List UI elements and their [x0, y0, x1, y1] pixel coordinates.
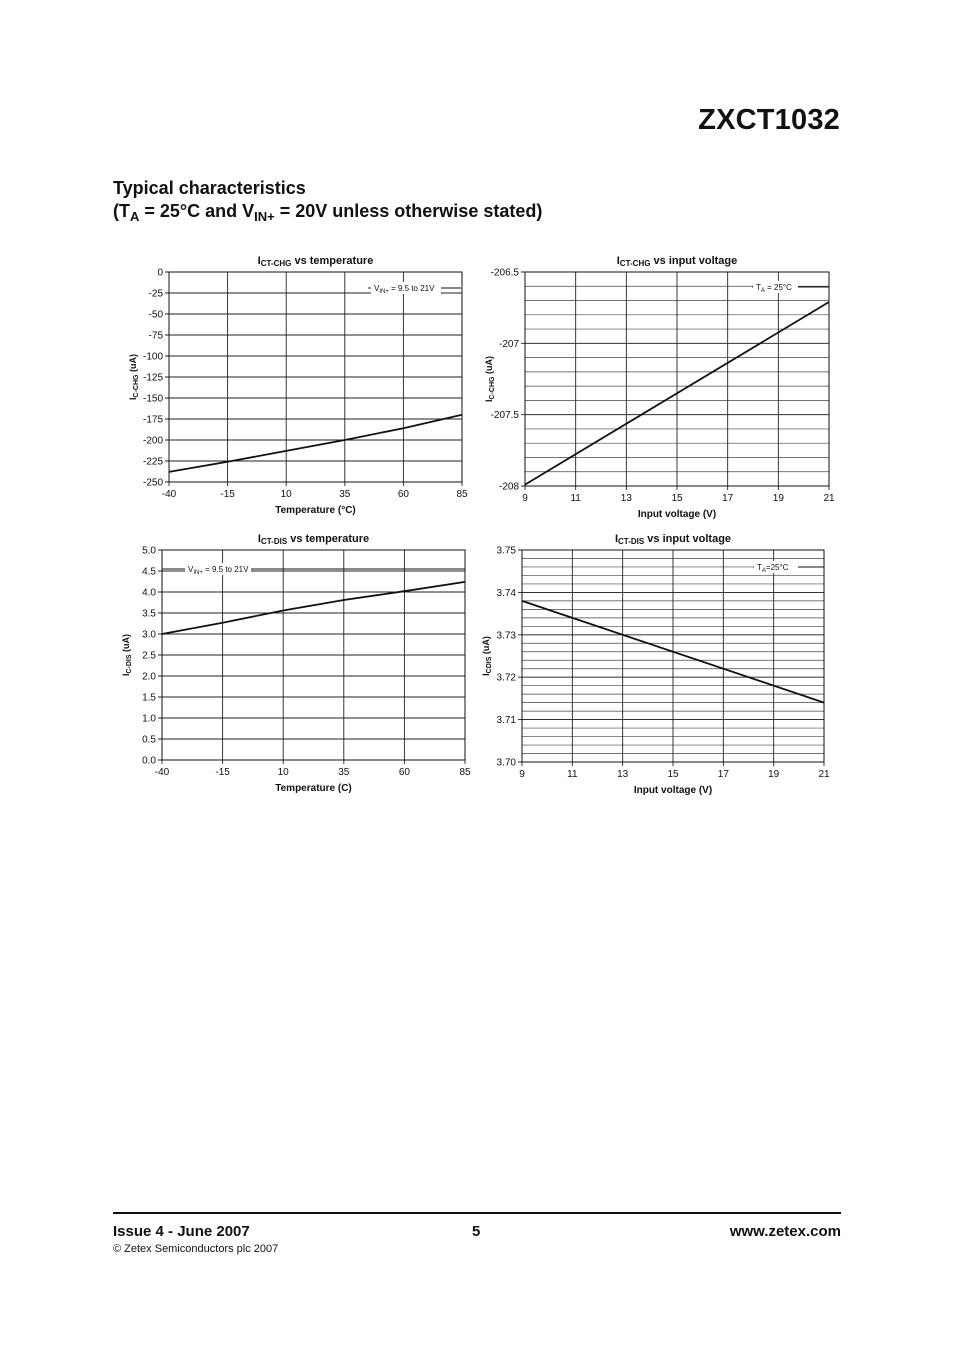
annotation-label-rest: = 9.5 to 21V — [388, 284, 435, 293]
y-tick-label: -250 — [142, 477, 163, 489]
heading-part-c: = 20V unless otherwise stated) — [274, 201, 543, 221]
footer-website: www.zetex.com — [729, 1223, 841, 1240]
y-axis-label-rest: (uA) — [484, 356, 494, 377]
y-tick-label: 4.5 — [142, 566, 156, 578]
y-tick-label: 0.0 — [142, 755, 156, 767]
x-tick-label: 19 — [772, 493, 784, 504]
y-tick-label: -175 — [142, 414, 163, 426]
y-tick-label: -207.5 — [490, 410, 519, 422]
y-axis-label-main: I — [484, 399, 494, 402]
y-axis-label-sub: C-DIS — [126, 654, 133, 674]
annotation-label-main: T — [757, 563, 762, 572]
chart-title-sub: CT-CHG — [619, 259, 651, 268]
y-tick-label: 0 — [157, 267, 163, 279]
x-tick-label: -15 — [220, 489, 235, 500]
y-tick-label: 3.74 — [496, 587, 516, 599]
x-tick-label: 19 — [768, 769, 780, 780]
y-axis-label-sub: C-CHG — [489, 376, 496, 400]
chart-title-sub: CT-DIS — [618, 537, 645, 546]
y-tick-label: -75 — [148, 330, 163, 342]
footer-issue: Issue 4 - June 2007 — [113, 1223, 250, 1240]
x-tick-label: 17 — [717, 769, 729, 780]
x-tick-label: 13 — [617, 769, 629, 780]
x-tick-label: 13 — [620, 493, 632, 504]
heading-line-1: Typical characteristics — [113, 178, 306, 198]
annotation-label-sub: A — [761, 568, 766, 574]
y-tick-label: 3.0 — [142, 629, 156, 641]
x-tick-label: 17 — [722, 493, 734, 504]
chart-title-rest: vs input voltage — [650, 255, 738, 267]
x-tick-label: 11 — [570, 493, 581, 504]
x-tick-label: 85 — [456, 489, 468, 500]
y-tick-label: 3.73 — [496, 630, 516, 642]
chart-title-rest: vs input voltage — [644, 533, 732, 545]
y-tick-label: 3.5 — [142, 608, 156, 620]
y-tick-label: 3.72 — [496, 672, 516, 684]
heading-sub-b: IN+ — [254, 209, 275, 224]
heading-part-b: = 25°C and V — [139, 201, 255, 221]
chart-title-rest: vs temperature — [287, 533, 370, 545]
annotation-label-main: V — [374, 284, 380, 293]
chart-title-main: I — [614, 533, 619, 545]
x-tick-label: -15 — [215, 767, 230, 778]
chart-title-main: I — [257, 533, 261, 545]
chart-title-sub: CT-CHG — [260, 259, 292, 268]
y-tick-label: 3.70 — [496, 757, 516, 769]
chart-title-sub: CT-DIS — [260, 537, 288, 546]
x-tick-label: 60 — [397, 489, 409, 500]
y-tick-label: 4.0 — [142, 587, 156, 599]
y-tick-label: -150 — [142, 393, 163, 405]
y-tick-label: 2.5 — [142, 650, 156, 662]
y-tick-label: 2.0 — [142, 671, 156, 683]
x-tick-label: -40 — [154, 767, 170, 778]
chart-title — [615, 533, 731, 546]
x-tick-label: 21 — [823, 493, 835, 504]
annotation-label-main: T — [756, 283, 761, 292]
x-tick-label: 10 — [277, 767, 289, 778]
y-tick-label: 0.5 — [142, 734, 156, 746]
x-tick-label: 60 — [398, 767, 410, 778]
y-tick-label: 1.0 — [142, 713, 156, 725]
x-axis-label: Temperature (C) — [275, 783, 352, 794]
y-tick-label: -50 — [148, 309, 163, 321]
x-tick-label: 21 — [818, 769, 830, 780]
y-axis-label-main: I — [121, 673, 131, 677]
y-axis-label-rest: (uA) — [481, 636, 491, 657]
y-axis-label-main: I — [481, 673, 491, 676]
y-axis-label-rest: (uA) — [128, 354, 138, 375]
x-axis-label: Temperature (°C) — [275, 505, 356, 516]
x-tick-label: 35 — [339, 489, 351, 500]
y-tick-label: -208 — [498, 481, 519, 493]
y-tick-label: 5.0 — [142, 545, 156, 557]
x-tick-label: -40 — [161, 489, 177, 500]
y-axis-label — [481, 636, 493, 676]
part-number: ZXCT1032 — [698, 104, 840, 136]
x-axis-label: Input voltage (V) — [637, 509, 717, 520]
annotation-label-rest: = 25°C — [764, 283, 792, 292]
heading-sub-a: A — [130, 209, 140, 224]
x-axis-label: Input voltage (V) — [633, 785, 713, 796]
y-tick-label: -206.5 — [490, 267, 519, 279]
y-axis-label-sub: CDIS — [486, 656, 493, 674]
chart-title-rest: vs temperature — [291, 255, 374, 267]
footer-divider — [113, 1212, 841, 1214]
y-tick-label: -200 — [142, 435, 163, 447]
annotation-label-rest: = 9.5 to 21V — [202, 565, 249, 574]
y-axis-label-main: I — [128, 397, 138, 400]
y-tick-label: -125 — [142, 372, 163, 384]
annotation-label-rest: =25°C — [765, 563, 789, 572]
chart-title-main: I — [257, 255, 261, 267]
heading-part-a: (T — [113, 201, 130, 221]
x-tick-label: 15 — [667, 769, 679, 780]
x-tick-label: 15 — [671, 493, 683, 504]
x-tick-label: 9 — [519, 769, 525, 780]
y-tick-label: 3.75 — [496, 545, 516, 557]
y-tick-label: -100 — [142, 351, 163, 363]
annotation-label-sub: IN+ — [379, 289, 389, 295]
x-tick-label: 35 — [338, 767, 350, 778]
x-tick-label: 11 — [567, 769, 578, 780]
annotation-label-main: V — [188, 565, 194, 574]
x-tick-label: 85 — [459, 767, 471, 778]
y-tick-label: -225 — [142, 456, 163, 468]
y-tick-label: 3.71 — [496, 715, 516, 727]
y-axis-label-rest: (uA) — [121, 633, 131, 655]
footer-copyright: © Zetex Semiconductors plc 2007 — [113, 1243, 279, 1255]
y-tick-label: -207 — [498, 338, 519, 350]
annotation-label-sub: IN+ — [193, 570, 203, 576]
annotation-label-sub: A — [760, 288, 765, 294]
footer-page-number: 5 — [472, 1223, 481, 1240]
x-tick-label: 10 — [280, 489, 292, 500]
x-tick-label: 9 — [522, 493, 528, 504]
y-tick-label: -25 — [148, 288, 163, 300]
y-axis-label-sub: C-CHG — [133, 374, 140, 398]
chart-title-main: I — [616, 255, 620, 267]
y-tick-label: 1.5 — [142, 692, 156, 704]
